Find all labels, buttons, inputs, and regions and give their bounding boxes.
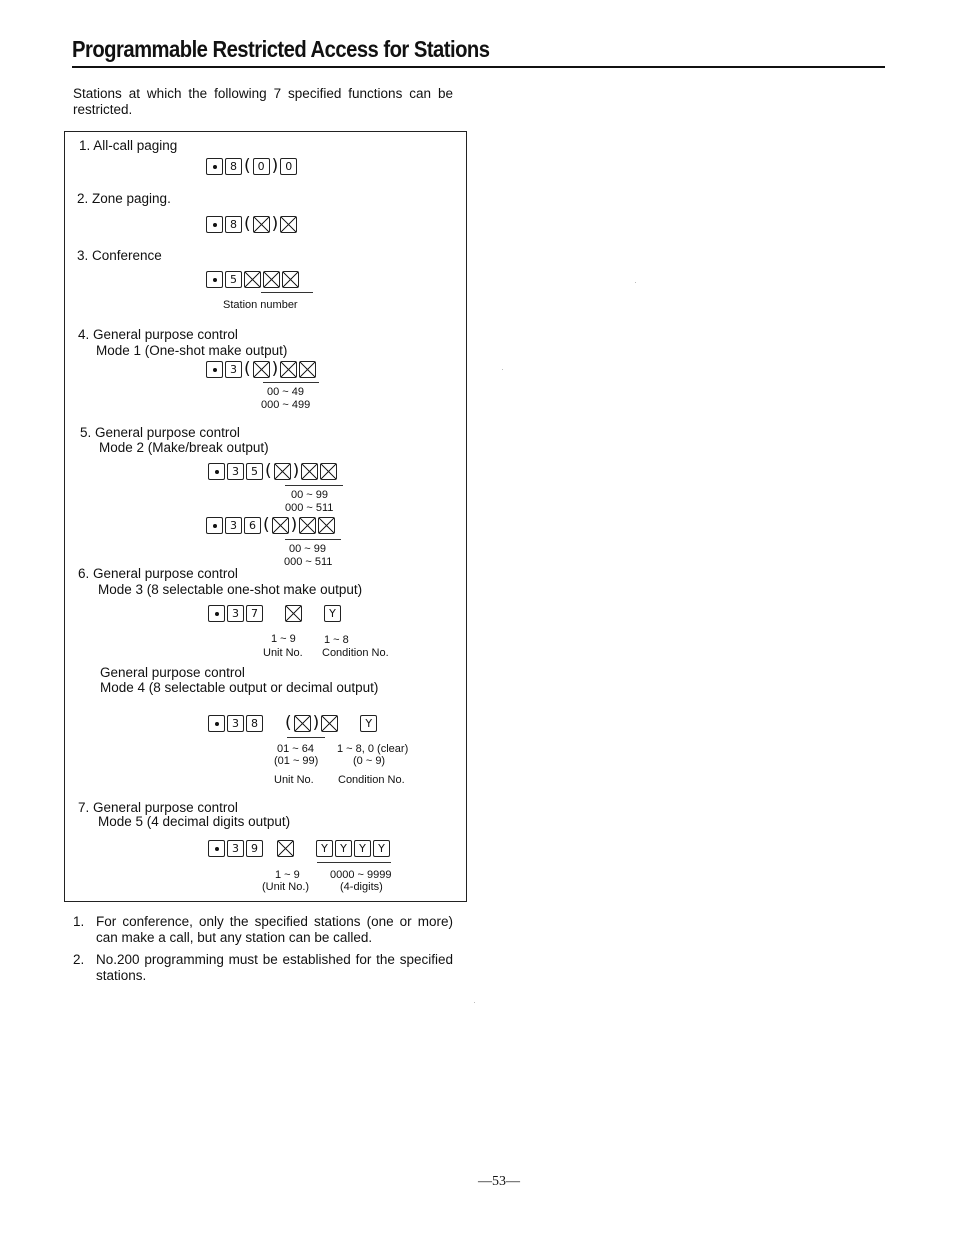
note-1 xyxy=(73,914,453,946)
item-4-key-sequence xyxy=(206,361,316,378)
digit-key: 0 xyxy=(253,158,270,175)
note-2 xyxy=(73,952,453,984)
close-paren: ) xyxy=(271,214,279,234)
item-5a-range-3digit: 000 ~ 511 xyxy=(285,502,334,514)
y-key: Y xyxy=(316,840,333,857)
item-5-mode: Mode 2 (Make/break output) xyxy=(99,440,269,455)
item-7-digits-range: 0000 ~ 9999 xyxy=(330,869,392,881)
dot-key-icon xyxy=(208,605,225,622)
digit-key: 3 xyxy=(227,463,244,480)
item-7-unit-range: 1 ~ 9 xyxy=(275,869,300,881)
any-digit-key-icon xyxy=(253,216,270,233)
any-digit-key-icon xyxy=(301,463,318,480)
digit-key: 3 xyxy=(227,605,244,622)
y-key: Y xyxy=(335,840,352,857)
item-6-label: 6. General purpose control xyxy=(78,566,238,581)
item-6b-label: General purpose control xyxy=(100,665,245,680)
any-digit-key-icon xyxy=(299,517,316,534)
item-5-label: 5. General purpose control xyxy=(80,425,240,440)
scan-speck xyxy=(635,282,636,283)
close-paren: ) xyxy=(312,713,320,733)
item-3-label: 3. Conference xyxy=(77,248,162,263)
item-7-unit-label: (Unit No.) xyxy=(262,881,310,893)
any-digit-key-icon xyxy=(253,361,270,378)
digit-key: 5 xyxy=(225,271,242,288)
item-2-label: 2. Zone paging. xyxy=(77,191,171,206)
digit-key: 3 xyxy=(227,840,244,857)
any-digit-key-icon xyxy=(294,715,311,732)
digit-key: 3 xyxy=(225,361,242,378)
item-6b-unit-range: 01 ~ 64 xyxy=(277,743,315,755)
item-7-label: 7. General purpose control xyxy=(78,800,238,815)
item-4-label: 4. General purpose control xyxy=(78,327,238,342)
functions-box xyxy=(64,131,467,902)
y-key: Y xyxy=(360,715,377,732)
item-3-caption: Station number xyxy=(223,299,298,311)
item-6-key-sequence xyxy=(208,605,341,622)
open-paren: ( xyxy=(263,515,270,535)
digit-key: 0 xyxy=(280,158,297,175)
any-digit-key-icon xyxy=(320,463,337,480)
brace-line xyxy=(285,485,343,486)
digit-key: 3 xyxy=(227,715,244,732)
any-digit-key-icon xyxy=(244,271,261,288)
item-6-unit-range: 1 ~ 9 xyxy=(271,633,296,645)
brace-line xyxy=(285,539,341,540)
digit-key: 8 xyxy=(225,216,242,233)
open-paren: ( xyxy=(244,214,251,234)
item-3-key-sequence xyxy=(206,271,299,288)
page-number: —53— xyxy=(478,1174,520,1189)
open-paren: ( xyxy=(244,359,251,379)
digit-key: 3 xyxy=(225,517,242,534)
any-digit-key-icon xyxy=(285,605,302,622)
item-6b-condition-range-alt: (0 ~ 9) xyxy=(353,755,386,767)
digit-key: 9 xyxy=(246,840,263,857)
dot-key-icon xyxy=(206,271,223,288)
y-key: Y xyxy=(324,605,341,622)
note-text: No.200 programming must be established for the specified stations. xyxy=(96,952,453,983)
item-6b-unit-range-alt: (01 ~ 99) xyxy=(274,755,319,767)
open-paren: ( xyxy=(265,461,272,481)
close-paren: ) xyxy=(271,359,279,379)
any-digit-key-icon xyxy=(280,361,297,378)
item-6b-key-sequence xyxy=(208,715,377,732)
digit-key: 8 xyxy=(246,715,263,732)
close-paren: ) xyxy=(290,515,298,535)
close-paren: ) xyxy=(292,461,300,481)
dot-key-icon xyxy=(206,216,223,233)
open-paren: ( xyxy=(244,156,251,176)
page-title: Programmable Restricted Access for Stations xyxy=(72,36,490,62)
item-7-digits-label: (4-digits) xyxy=(340,881,383,893)
item-6-condition-label: Condition No. xyxy=(322,647,389,659)
any-digit-key-icon xyxy=(280,216,297,233)
item-6-unit-label: Unit No. xyxy=(263,647,303,659)
item-2-key-sequence xyxy=(206,216,297,233)
dot-key-icon xyxy=(208,715,225,732)
scan-speck xyxy=(474,1002,475,1003)
y-key: Y xyxy=(354,840,371,857)
item-5b-range-3digit: 000 ~ 511 xyxy=(284,556,333,568)
close-paren: ) xyxy=(271,156,279,176)
dot-key-icon xyxy=(206,158,223,175)
dot-key-icon xyxy=(206,361,223,378)
item-7-mode: Mode 5 (4 decimal digits output) xyxy=(98,814,291,829)
item-6b-condition-label: Condition No. xyxy=(338,774,405,786)
dot-key-icon xyxy=(208,840,225,857)
item-6b-unit-label: Unit No. xyxy=(274,774,314,786)
item-6-mode: Mode 3 (8 selectable one-shot make output) xyxy=(98,582,363,597)
item-1-label: 1. All-call paging xyxy=(79,138,178,153)
item-4-range-3digit: 000 ~ 499 xyxy=(261,399,311,411)
digit-key: 6 xyxy=(244,517,261,534)
any-digit-key-icon xyxy=(274,463,291,480)
any-digit-key-icon xyxy=(282,271,299,288)
any-digit-key-icon xyxy=(263,271,280,288)
any-digit-key-icon xyxy=(299,361,316,378)
item-4-mode: Mode 1 (One-shot make output) xyxy=(96,343,288,358)
y-key: Y xyxy=(373,840,390,857)
any-digit-key-icon xyxy=(318,517,335,534)
item-6b-condition-range: 1 ~ 8, 0 (clear) xyxy=(337,743,409,755)
note-text: For conference, only the specified stations (one or more) can make a call, but any station can be called. xyxy=(96,914,453,945)
any-digit-key-icon xyxy=(277,840,294,857)
item-5b-range-2digit: 00 ~ 99 xyxy=(289,543,327,555)
item-5b-key-sequence xyxy=(206,517,335,534)
scan-speck xyxy=(502,369,503,370)
item-6b-mode: Mode 4 (8 selectable output or decimal output) xyxy=(100,680,379,695)
item-6-condition-range: 1 ~ 8 xyxy=(324,634,349,646)
item-7-key-sequence xyxy=(208,840,390,857)
digit-key: 8 xyxy=(225,158,242,175)
brace-line xyxy=(317,862,391,863)
note-number: 2. xyxy=(73,952,85,967)
open-paren: ( xyxy=(285,713,292,733)
item-5a-range-2digit: 00 ~ 99 xyxy=(291,489,329,501)
item-1-key-sequence xyxy=(206,158,297,175)
title-rule xyxy=(72,66,885,68)
note-number: 1. xyxy=(73,914,85,929)
any-digit-key-icon xyxy=(321,715,338,732)
digit-key: 5 xyxy=(246,463,263,480)
intro-text: Stations at which the following 7 specified functions can be restricted. xyxy=(73,86,453,117)
item-4-range-2digit: 00 ~ 49 xyxy=(267,386,305,398)
brace-line xyxy=(287,737,325,738)
dot-key-icon xyxy=(208,463,225,480)
brace-line xyxy=(261,292,313,293)
any-digit-key-icon xyxy=(272,517,289,534)
dot-key-icon xyxy=(206,517,223,534)
item-5a-key-sequence xyxy=(208,463,337,480)
brace-line xyxy=(263,382,319,383)
digit-key: 7 xyxy=(246,605,263,622)
